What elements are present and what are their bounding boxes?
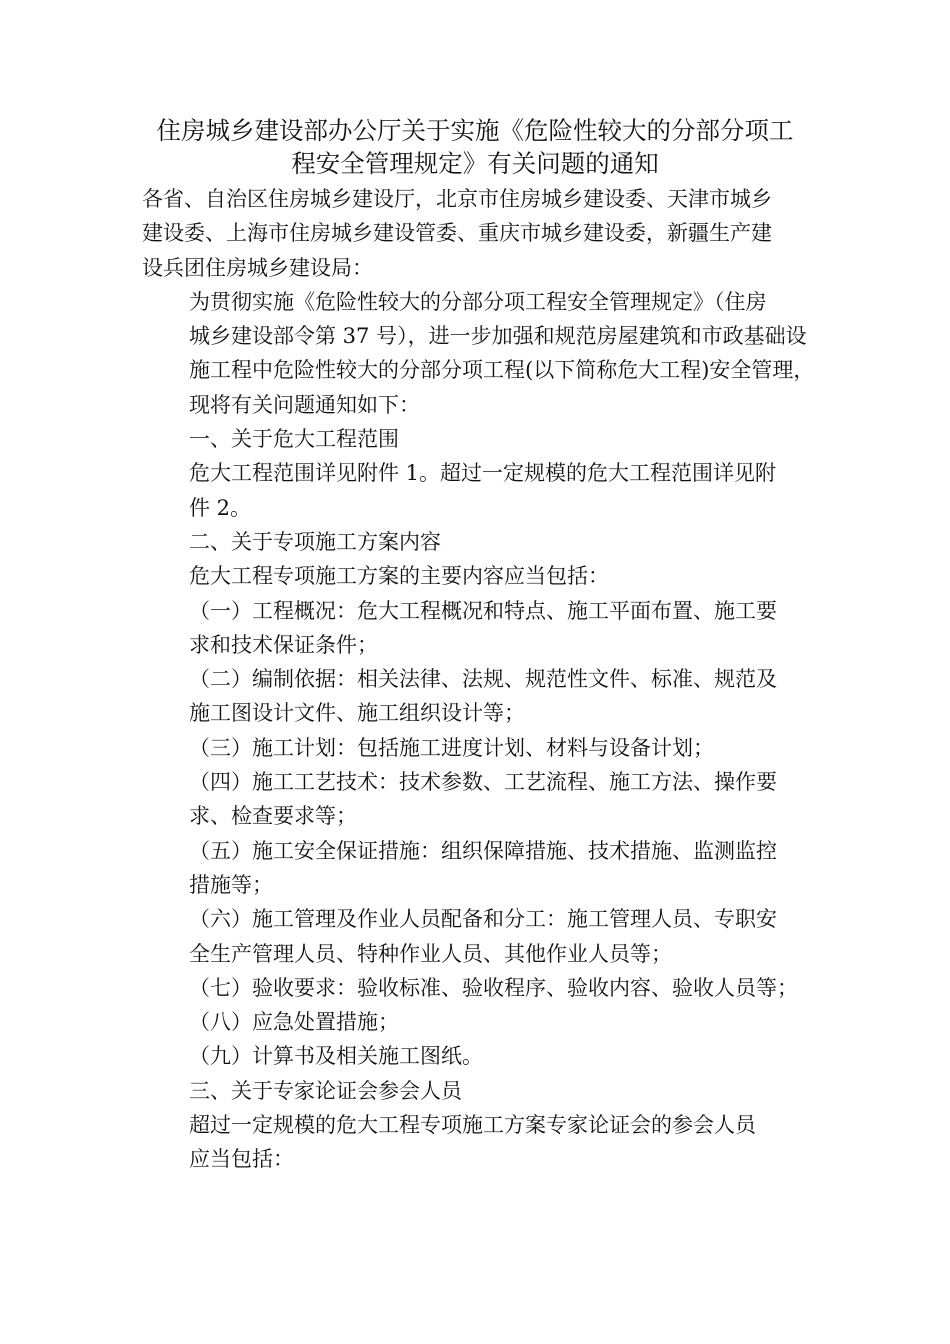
body-paragraph — [142, 285, 815, 422]
body-paragraph — [142, 1108, 808, 1177]
paragraph-line: 二、关于专项施工方案内容 — [189, 529, 441, 554]
paragraph-line: 各省、自治区住房城乡建设厅，北京市住房城乡建设委、天津市城乡 — [142, 187, 772, 211]
paragraph-line: 为贯彻实施《危险性较大的分部分项工程安全管理规定》（住房 — [189, 289, 767, 314]
body-paragraph — [142, 662, 808, 731]
paragraph-line: 超过一定规模的危大工程专项施工方案专家论证会的参会人员 — [189, 1113, 756, 1138]
body-paragraph — [142, 594, 808, 663]
paragraph-line: 应当包括： — [189, 1147, 294, 1172]
paragraph-line: （四）施工工艺技术：技术参数、工艺流程、施工方法、操作要 — [189, 770, 777, 795]
paragraph-line: 全生产管理人员、特种作业人员、其他作业人员等； — [189, 941, 672, 966]
paragraph-line: 求、检查要求等； — [189, 804, 357, 829]
paragraph-line: 件 2。 — [189, 495, 252, 520]
body-paragraph — [142, 559, 808, 593]
paragraph-line: 措施等； — [189, 872, 273, 897]
paragraph-line: 城乡建设部令第 37 号），进一步加强和规范房屋建筑和市政基础设 — [189, 324, 807, 349]
paragraph-line: 施工程中危险性较大的分部分项工程(以下简称危大工程)安全管理， — [189, 358, 815, 383]
paragraph-line: 现将有关问题通知如下： — [189, 392, 420, 417]
paragraph-line: 危大工程范围详见附件 1。超过一定规模的危大工程范围详见附 — [189, 461, 777, 486]
paragraph-line: 求和技术保证条件； — [189, 632, 378, 657]
body-paragraph — [142, 834, 808, 903]
paragraph-line: （五）施工安全保证措施：组织保障措施、技术措施、监测监控 — [189, 838, 777, 863]
paragraph-line: （六）施工管理及作业人员配备和分工：施工管理人员、专职安 — [189, 907, 777, 932]
paragraph-line: 施工图设计文件、施工组织设计等； — [189, 701, 525, 726]
paragraph-line: 三、关于专家论证会参会人员 — [189, 1078, 462, 1103]
body-paragraph — [142, 1074, 808, 1108]
body-paragraph — [142, 765, 808, 834]
paragraph-line: （三）施工计划：包括施工进度计划、材料与设备计划； — [189, 735, 714, 760]
title-line: 程安全管理规定》有关问题的通知 — [291, 149, 659, 178]
body-paragraph — [142, 422, 808, 456]
title-line: 住房城乡建设部办公厅关于实施《危险性较大的分部分项工 — [156, 116, 794, 145]
paragraph-line: 危大工程专项施工方案的主要内容应当包括： — [189, 564, 609, 589]
paragraph-line: （二）编制依据：相关法律、法规、规范性文件、标准、规范及 — [189, 667, 777, 692]
body-paragraph — [142, 902, 808, 971]
body-paragraph — [142, 731, 808, 765]
paragraph-line: 建设委、上海市住房城乡建设管委、重庆市城乡建设委，新疆生产建 — [142, 221, 772, 246]
paragraph-line: （九）计算书及相关施工图纸。 — [189, 1044, 483, 1069]
body-paragraph — [142, 456, 808, 525]
paragraph-line: 一、关于危大工程范围 — [189, 427, 399, 452]
paragraph-line: （七）验收要求：验收标准、验收程序、验收内容、验收人员等； — [189, 975, 798, 1000]
paragraph-line: （八）应急处置措施； — [189, 1010, 399, 1035]
body-paragraph — [142, 1005, 808, 1039]
paragraph-line: （一）工程概况：危大工程概况和特点、施工平面布置、施工要 — [189, 598, 777, 623]
document-body — [142, 182, 815, 1177]
paragraph-line: 设兵团住房城乡建设局： — [142, 255, 373, 280]
document-title — [140, 114, 810, 180]
body-paragraph — [142, 1039, 808, 1073]
body-paragraph — [142, 971, 808, 1005]
body-paragraph — [142, 182, 808, 285]
body-paragraph — [142, 525, 808, 559]
